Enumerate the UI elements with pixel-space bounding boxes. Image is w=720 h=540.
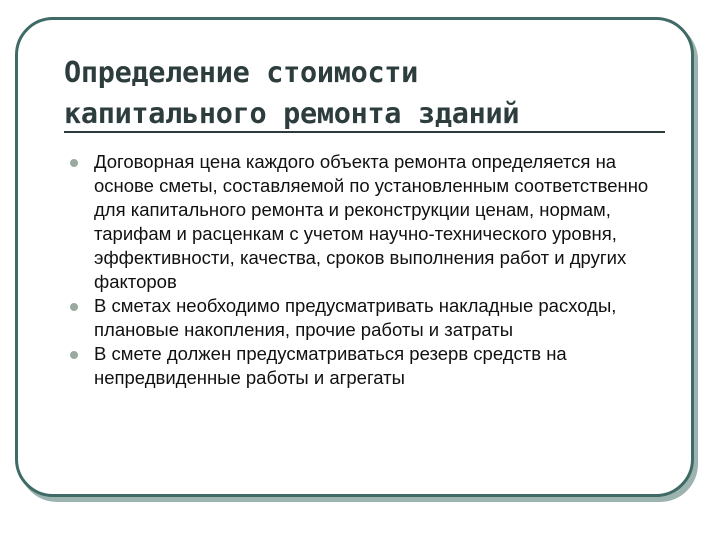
bullet-item [66, 294, 666, 342]
slide-title-line-2: капитального ремонта зданий [64, 97, 520, 130]
bullet-item [66, 342, 666, 390]
bullet-text: Договорная цена каждого объекта ремонта определяется на основе сметы, составляемой по установленным соответственно для капитального ремонта и реконструкции ценам, нормам, тарифам и расценкам с учетом научно-технического уровня, эффективности, качества, сроков выполнения работ и других факторов [94, 151, 649, 292]
bullet-dot-icon [70, 159, 78, 167]
bullet-text: В сметах необходимо предусматривать накладные расходы, плановые накопления, прочие работы и затраты [94, 295, 617, 340]
title-underline [64, 131, 665, 133]
bullet-dot-icon [70, 303, 78, 311]
slide-title-line-1: Определение стоимости [64, 56, 419, 89]
bullet-dot-icon [70, 351, 78, 359]
bullet-text: В смете должен предусматриваться резерв средств на непредвиденные работы и агрегаты [94, 343, 567, 388]
bullet-list [66, 150, 666, 390]
bullet-item [66, 150, 666, 294]
slide-title [64, 52, 674, 134]
